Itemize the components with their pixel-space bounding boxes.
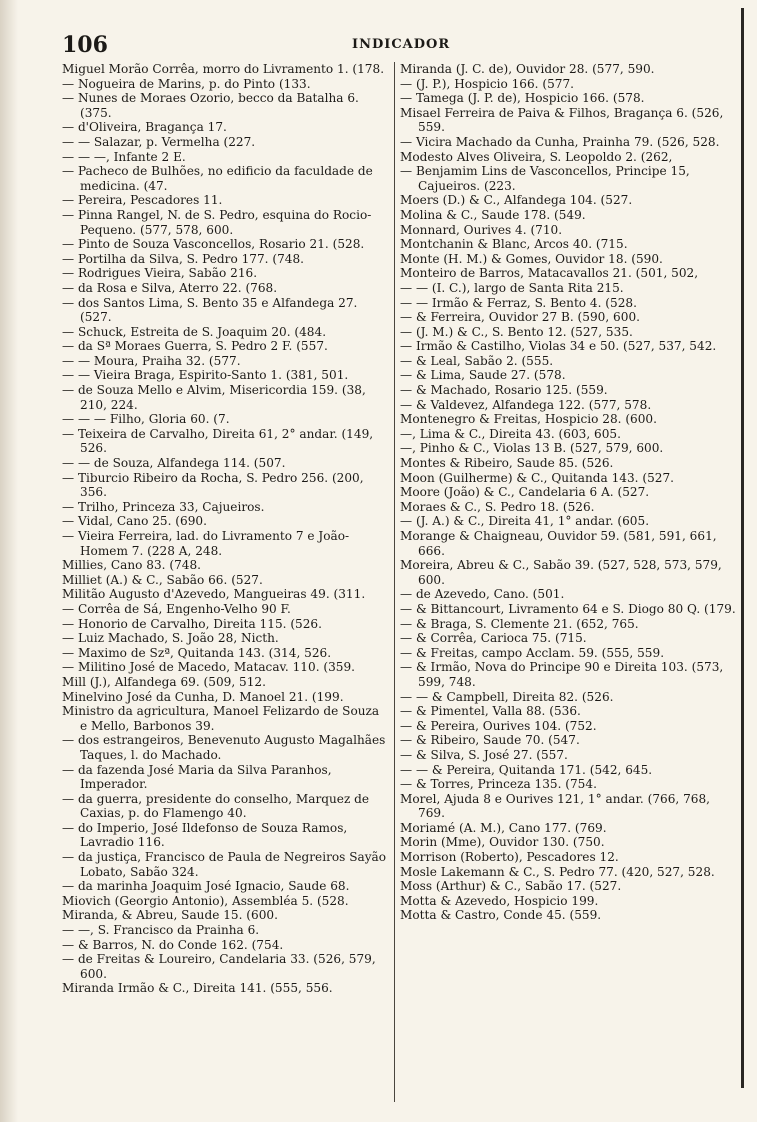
directory-entry: — Pereira, Pescadores 11. [62,193,223,208]
directory-entry: — & Lima, Saude 27. (578. [400,368,566,383]
directory-entry: — Tiburcio Ribeiro da Rocha, S. Pedro 256. (200, 356. [62,470,364,500]
directory-entry: Motta & Azevedo, Hospicio 199. [400,893,599,908]
directory-entry: — & Torres, Princeza 135. (754. [400,777,597,792]
directory-entry: — Benjamim Lins de Vasconcellos, Principe 15, Cajueiros. (223. [400,164,690,193]
directory-entry: — d'Oliveira, Bragança 17. [62,120,227,135]
directory-entry: — — Salazar, p. Vermelha (227. [62,134,256,149]
directory-entry: — & Bittancourt, Livramento 64 e S. Diogo 80 Q. (179. [400,601,736,616]
directory-entry: — Vicira Machado da Cunha, Prainha 79. (526, 528. [400,134,720,149]
directory-entry: Milliet (A.) & C., Sabão 66. (527. [62,572,263,587]
directory-entry: Militão Augusto d'Azevedo, Mangueiras 49. (311. [62,587,366,602]
directory-entry: — — & Campbell, Direita 82. (526. [400,689,614,704]
directory-entry: — de Freitas & Loureiro, Candelaria 33. (526, 579, 600. [62,952,376,981]
directory-entry: — & Silva, S. José 27. (557. [400,747,568,762]
directory-entry: — Maximo de Szª, Quitanda 143. (314, 526. [62,645,332,660]
directory-entry: — (J. P.), Hospicio 166. (577. [400,76,575,91]
directory-entry: — Schuck, Estreita de S. Joaquim 20. (484. [62,324,327,339]
directory-entry: Minelvino José da Cunha, D. Manoel 21. (199. [62,689,344,704]
directory-entry: — dos estrangeiros, Benevenuto Augusto Magalhães Taques, l. do Machado. [62,733,386,762]
directory-entry: Moore (João) & C., Candelaria 6 A. (527. [400,485,650,500]
directory-entry: — Nogueira de Marins, p. do Pinto (133. [62,76,311,91]
directory-entry: Mill (J.), Alfandega 69. (509, 512. [62,674,266,689]
directory-entry: — Corrêa de Sá, Engenho-Velho 90 F. [62,601,291,616]
directory-entry: — (J. A.) & C., Direita 41, 1° andar. (605. [400,514,650,529]
directory-entry: — da marinha Joaquim José Ignacio, Saude 68. [62,879,350,894]
directory-entry: — (J. M.) & C., S. Bento 12. (527, 535. [400,324,633,339]
directory-entry: — Tamega (J. P. de), Hospicio 166. (578. [400,91,645,106]
page-edge-rule [741,8,744,1088]
directory-entry: Miguel Morão Corrêa, morro do Livramento 1. (178. [62,62,385,76]
directory-entry: — da guerra, presidente do conselho, Marquez de Caxias, p. do Flamengo 40. [62,791,370,821]
directory-entry: — — (I. C.), largo de Santa Rita 215. [400,280,624,295]
directory-entry: Ministro da agricultura, Manoel Felizardo de Souza e Mello, Barbonos 39. [62,704,380,733]
directory-entry: — da Rosa e Silva, Aterro 22. (768. [62,280,278,295]
directory-entry: — & Pereira, Ourives 104. (752. [400,718,597,733]
directory-entry: Miranda Irmão & C., Direita 141. (555, 556. [62,981,333,996]
directory-entry: Monnard, Ourives 4. (710. [400,222,563,237]
directory-entry: —, Pinho & C., Violas 13 B. (527, 579, 600. [400,441,664,456]
page-header [62,32,732,60]
directory-entry: — — & Pereira, Quitanda 171. (542, 645. [400,762,653,777]
right-column [400,62,736,923]
directory-entry: — & Freitas, campo Acclam. 59. (555, 559. [400,645,665,660]
directory-entry: — — Irmão & Ferraz, S. Bento 4. (528. [400,295,637,310]
directory-entry: Moss (Arthur) & C., Sabão 17. (527. [400,879,622,894]
directory-entry: — & Corrêa, Carioca 75. (715. [400,631,587,646]
directory-entry: — — —, Infante 2 E. [62,149,186,164]
directory-entry: Misael Ferreira de Paiva & Filhos, Bragança 6. (526, 559. [400,105,724,135]
directory-entry: Morin (Mme), Ouvidor 130. (750. [400,835,605,850]
directory-entry: Moon (Guilherme) & C., Quitanda 143. (527. [400,470,675,485]
directory-entry: — Rodrigues Vieira, Sabão 216. [62,266,258,281]
running-title: INDICADOR [352,37,451,52]
directory-entry: — Irmão & Castilho, Violas 34 e 50. (527, 537, 542. [400,339,717,354]
directory-entry: — do Imperio, José Ildefonso de Souza Ramos, Lavradio 116. [62,820,348,850]
directory-entry: — Honorio de Carvalho, Direita 115. (526. [62,616,322,631]
directory-entry: Montes & Ribeiro, Saude 85. (526. [400,456,614,471]
directory-entry: — de Souza Mello e Alvim, Misericordia 159. (38, 210, 224. [62,383,366,412]
directory-entry: — dos Santos Lima, S. Bento 35 e Alfandega 27. (527. [62,295,358,325]
directory-entry: —, Lima & C., Direita 43. (603, 605. [400,426,621,441]
directory-entry: — da fazenda José Maria da Silva Paranhos, Imperador. [62,762,332,792]
directory-entry: — Portilha da Silva, S. Pedro 177. (748. [62,251,304,266]
directory-entry: Motta & Castro, Conde 45. (559. [400,908,602,923]
directory-entry: Molina & C., Saude 178. (549. [400,207,586,222]
directory-entry: — Nunes de Moraes Ozorio, becco da Batalha 6. (375. [62,91,359,120]
directory-entry: Miovich (Georgio Antonio), Assembléa 5. (528. [62,893,349,908]
directory-entry: — & Barros, N. do Conde 162. (754. [62,937,284,952]
directory-entry: — & Machado, Rosario 125. (559. [400,383,608,398]
directory-entry: — & Braga, S. Clemente 21. (652, 765. [400,616,639,631]
column-divider [394,62,395,1102]
directory-entry: — — Vieira Braga, Espirito-Santo 1. (381, 501. [62,368,349,383]
directory-entry: — Militino José de Macedo, Matacav. 110. (359. [62,660,356,675]
directory-entry: — da justiça, Francisco de Paula de Negreiros Sayão Lobato, Sabão 324. [62,850,387,879]
page-binding-edge [0,0,18,1122]
directory-entry: Monteiro de Barros, Matacavallos 21. (501, 502, [400,266,699,281]
directory-entry: Monte (H. M.) & Gomes, Ouvidor 18. (590. [400,251,663,266]
directory-entry: Miranda (J. C. de), Ouvidor 28. (577, 590. [400,62,655,76]
directory-entry: — Trilho, Princeza 33, Cajueiros. [62,499,265,514]
directory-entry: — — Moura, Praiha 32. (577. [62,353,241,368]
directory-entry: — Vidal, Cano 25. (690. [62,514,207,529]
left-column [62,62,390,996]
directory-entry: Montchanin & Blanc, Arcos 40. (715. [400,237,628,252]
directory-entry: Morel, Ajuda 8 e Ourives 121, 1° andar. (766, 768, 769. [400,791,711,821]
directory-entry: — Pinna Rangel, N. de S. Pedro, esquina do Rocio-Pequeno. (577, 578, 600. [62,207,372,237]
directory-entry: Modesto Alves Oliveira, S. Leopoldo 2. (262, [400,149,673,164]
directory-entry: — & Ferreira, Ouvidor 27 B. (590, 600. [400,310,640,325]
directory-entry: — — de Souza, Alfandega 114. (507. [62,456,286,471]
directory-entry: — & Irmão, Nova do Principe 90 e Direita 103. (573, 599, 748. [400,660,724,689]
directory-entry: Miranda, & Abreu, Saude 15. (600. [62,908,278,923]
directory-entry: — & Valdevez, Alfandega 122. (577, 578. [400,397,652,412]
directory-entry: — Teixeira de Carvalho, Direita 61, 2° andar. (149, 526. [62,426,374,456]
directory-entry: — Vieira Ferreira, lad. do Livramento 7 e João-Homem 7. (228 A, 248. [62,529,350,558]
directory-entry: — & Ribeiro, Saude 70. (547. [400,733,580,748]
directory-entry: Mosle Lakemann & C., S. Pedro 77. (420, 527, 528. [400,864,715,879]
directory-entry: Moraes & C., S. Pedro 18. (526. [400,499,595,514]
directory-entry: Millies, Cano 83. (748. [62,558,202,573]
directory-entry: Morrison (Roberto), Pescadores 12. [400,850,619,865]
directory-entry: — Pacheco de Bulhões, no edificio da faculdade de medicina. (47. [62,164,373,193]
directory-entry: Montenegro & Freitas, Hospicio 28. (600. [400,412,657,427]
directory-entry: Moreira, Abreu & C., Sabão 39. (527, 528, 573, 579, 600. [400,558,722,587]
directory-entry: — Luiz Machado, S. João 28, Nicth. [62,631,279,646]
directory-entry: — & Leal, Sabão 2. (555. [400,353,554,368]
directory-entry: — — — Filho, Gloria 60. (7. [62,412,230,427]
directory-entry: — —, S. Francisco da Prainha 6. [62,923,260,938]
directory-entry: — Pinto de Souza Vasconcellos, Rosario 21. (528. [62,237,365,252]
directory-entry: — da Sª Moraes Guerra, S. Pedro 2 F. (557. [62,339,328,354]
directory-entry: Moers (D.) & C., Alfandega 104. (527. [400,193,633,208]
directory-entry: — de Azevedo, Cano. (501. [400,587,565,602]
page-number: 106 [62,32,108,58]
directory-entry: Morange & Chaigneau, Ouvidor 59. (581, 591, 661, 666. [400,529,717,558]
directory-entry: — & Pimentel, Valla 88. (536. [400,704,581,719]
directory-entry: Moriamé (A. M.), Cano 177. (769. [400,820,607,835]
